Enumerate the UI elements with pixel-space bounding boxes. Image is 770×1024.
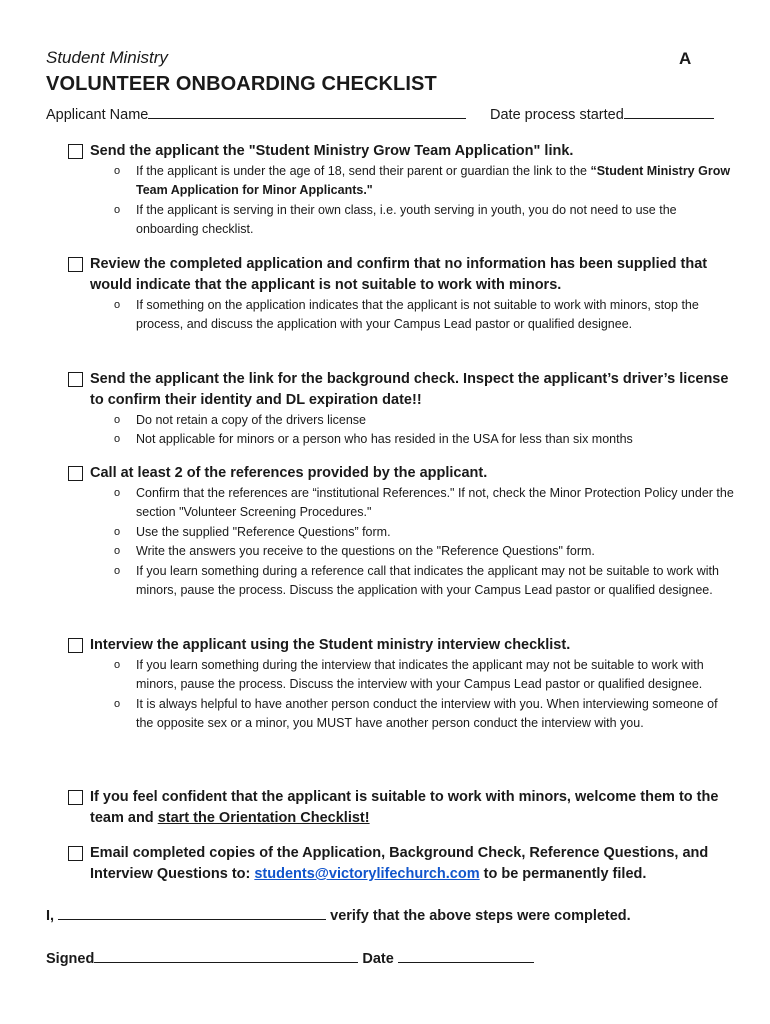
sub-list	[68, 656, 738, 734]
verify-suffix: verify that the above steps were completed.	[330, 908, 631, 924]
applicant-name-row	[46, 106, 466, 123]
signature-field[interactable]	[94, 950, 358, 963]
sub-item: o It is always helpful to have another person conduct the interview with you. When interviewing someone of the opposite sex or a minor, you MUST have another person conduct the interview with you.	[114, 696, 718, 731]
checklist-item-7	[68, 843, 738, 885]
checklist-item-6	[68, 787, 738, 829]
bullet-icon: o	[114, 433, 121, 446]
date-started-field[interactable]	[624, 106, 714, 119]
signed-label: Signed	[46, 951, 95, 967]
item-heading: Call at least 2 of the references provided by the applicant.	[90, 465, 488, 481]
sub-item: o Do not retain a copy of the drivers license	[68, 411, 738, 430]
signature-date-field[interactable]	[398, 950, 534, 963]
sub-list	[68, 411, 738, 450]
verify-line	[46, 907, 631, 924]
sub-item: o Confirm that the references are “institutional References." If not, check the Minor Protection Policy under the section "Volunteer Screening Procedures."	[114, 486, 734, 520]
bullet-icon: o	[114, 525, 121, 538]
email-link[interactable]: students@victorylifechurch.com	[254, 866, 480, 882]
item-heading: Send the applicant the link for the background check. Inspect the applicant’s driver’s license to confirm their identity and DL expiration date!!	[90, 371, 729, 408]
sub-list	[68, 296, 738, 335]
ministry-name: Student Ministry	[46, 48, 168, 67]
form-letter: A	[679, 49, 692, 68]
bullet-icon: o	[114, 545, 121, 558]
sub-item: o If you learn something during a reference call that indicates the applicant may not be suitable to work with minors, pause the process. Discuss the application with your Campus Lead pastor or qualified designee.	[114, 563, 719, 598]
sub-item: o If the applicant is under the age of 18, send their parent or guardian the link to the “Student Ministry Grow Team Application for Minor Applicants."	[114, 164, 731, 198]
checkbox[interactable]	[68, 257, 83, 272]
applicant-name-label: Applicant Name	[46, 107, 149, 123]
bullet-icon: o	[114, 564, 121, 577]
sub-item: o If you learn something during the interview that indicates the applicant may not be suitable to work with minors, pause the process. Discuss the interview with your Campus Lead pastor or qualified designee.	[114, 658, 704, 692]
bullet-icon: o	[114, 299, 121, 311]
page-title: VOLUNTEER ONBOARDING CHECKLIST	[46, 73, 437, 95]
bullet-icon: o	[114, 659, 121, 671]
sub-item: o Use the supplied "Reference Questions” form.	[68, 523, 738, 542]
bullet-icon: o	[114, 414, 121, 426]
signature-line	[46, 950, 534, 967]
bullet-icon: o	[114, 165, 121, 177]
orientation-checklist-link[interactable]: start the Orientation Checklist!	[157, 810, 370, 826]
sub-item: o Not applicable for minors or a person who has resided in the USA for less than six months	[68, 430, 738, 449]
applicant-name-field[interactable]	[148, 106, 466, 119]
checklist-item-3	[68, 369, 738, 450]
checkbox[interactable]	[68, 638, 83, 653]
item-heading: Email completed copies of the Application, Background Check, Reference Questions, and Interview Questions to: students@victorylifechurch.com to be permanently filed.	[90, 845, 709, 882]
date-started-row	[490, 106, 714, 123]
bullet-icon: o	[114, 697, 121, 710]
item-heading: Interview the applicant using the Student ministry interview checklist.	[90, 637, 571, 653]
verify-prefix: I,	[46, 908, 55, 924]
bullet-icon: o	[114, 487, 121, 499]
sub-item: o If the applicant is serving in their own class, i.e. youth serving in youth, you do not need to use the onboarding checklist.	[114, 202, 677, 237]
checkbox[interactable]	[68, 466, 83, 481]
item-heading: If you feel confident that the applicant is suitable to work with minors, welcome them to the team and start the Orientation Checklist!	[90, 789, 719, 826]
sub-list	[68, 162, 738, 240]
signature-date-label: Date	[362, 951, 394, 967]
sub-list	[68, 484, 738, 600]
sub-item: o If something on the application indicates that the applicant is not suitable to work with minors, stop the process, and discuss the application with your Campus Lead pastor or qualified designee.	[114, 298, 699, 332]
date-started-label: Date process started	[490, 107, 624, 123]
checkbox[interactable]	[68, 144, 83, 159]
checklist-item-1	[68, 141, 738, 240]
checkbox[interactable]	[68, 790, 83, 805]
bullet-icon: o	[114, 203, 121, 216]
verifier-name-field[interactable]	[58, 907, 326, 920]
sub-item: o Write the answers you receive to the questions on the "Reference Questions" form.	[68, 542, 738, 561]
item-heading: Review the completed application and confirm that no information has been supplied that would indicate that the applicant is not suitable to work with minors.	[90, 256, 708, 293]
checklist-item-2	[68, 254, 738, 335]
checkbox[interactable]	[68, 372, 83, 387]
checkbox[interactable]	[68, 846, 83, 861]
checklist-item-4	[68, 463, 738, 600]
item-heading: Send the applicant the "Student Ministry Grow Team Application" link.	[90, 143, 574, 159]
checklist-item-5	[68, 635, 738, 734]
